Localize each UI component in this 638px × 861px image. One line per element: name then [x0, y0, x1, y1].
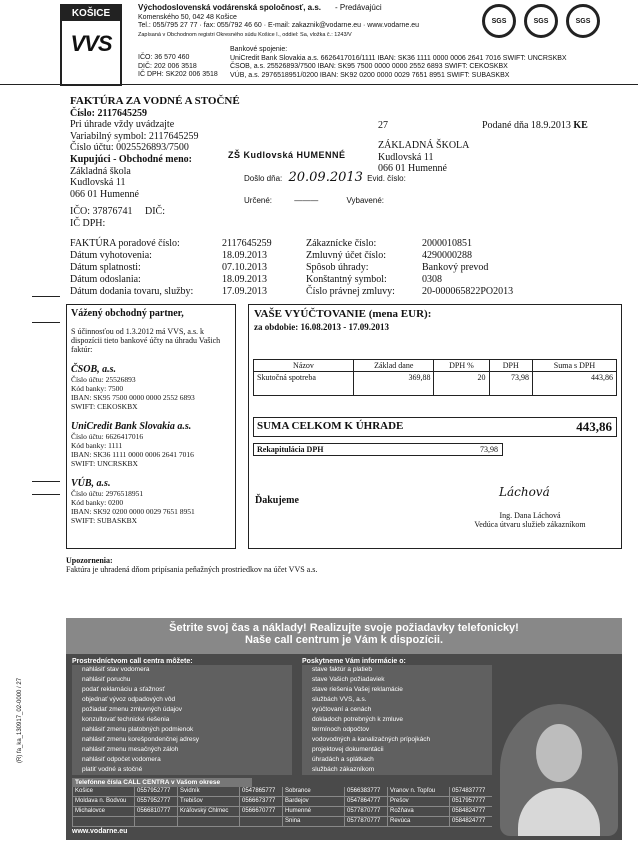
table-row: [254, 372, 617, 396]
list-item-text: nahlásiť stav vodomera: [82, 666, 150, 673]
bank-line: SWIFT: SUBASKBX: [71, 516, 138, 525]
phone-district: Prešov: [387, 797, 449, 806]
phone-number: 0574837777: [449, 787, 492, 796]
detail-row: [70, 238, 540, 250]
bank-name: UniCredit Bank Slovakia a.s.: [71, 421, 192, 432]
margin-mark-3: [32, 481, 60, 482]
billing-title: VAŠE VYÚČTOVANIE (mena EUR):: [254, 308, 432, 320]
list-item: [302, 745, 492, 755]
banner-right-list: [302, 665, 492, 775]
side-code: (R) fa_ka_130917_02-0000 / 27: [17, 677, 23, 763]
row-name: Skutočná spotreba: [254, 372, 354, 396]
phone-district: Snina: [282, 817, 344, 826]
recap-label: Rekapitulácia DPH: [257, 445, 324, 454]
details-list: [70, 238, 540, 298]
list-item-text: nahlásiť zmenu korešpondenčnej adresy: [82, 736, 199, 743]
list-item: [72, 765, 292, 775]
list-item: [302, 765, 492, 775]
notice-text: Faktúra je uhradená dňom pripísania peňažných prostriedkov na účet VVS a.s.: [66, 565, 318, 574]
list-item: [72, 665, 292, 675]
list-item-text: nahlásiť poruchu: [82, 676, 131, 683]
detail-label-2: Zmluvný účet číslo:: [306, 250, 386, 261]
phone-number: 0557952777: [134, 787, 177, 796]
detail-value: 18.09.2013: [222, 250, 267, 261]
row-vat-rate: 20: [434, 372, 489, 396]
list-item: [72, 725, 292, 735]
row-base: 369,88: [354, 372, 434, 396]
phone-district: [72, 817, 134, 826]
list-item-text: službách VVS, a.s.: [312, 696, 367, 703]
list-item-text: nahlásiť zmenu platobných podmienok: [82, 726, 194, 733]
phone-number: 0566673777: [239, 797, 282, 806]
phone-table: [72, 778, 492, 827]
recipient-city: 066 01 Humenné: [378, 163, 447, 174]
banner-left-title: Prostredníctvom call centra môžete:: [72, 658, 193, 665]
phone-district: Košice: [72, 787, 134, 796]
phone-district: Revúca: [387, 817, 449, 826]
banner-web: www.vodarne.eu: [72, 828, 128, 835]
list-item-text: konzultovať technické riešenia: [82, 716, 170, 723]
list-item: [72, 735, 292, 745]
banner-line-2: Naše call centrum je Vám k dispozícii.: [244, 634, 444, 646]
company-ids: [138, 54, 228, 80]
detail-value-2: Bankový prevod: [422, 262, 489, 273]
invoice-number: Číslo: 2117645259: [70, 107, 147, 119]
stamp-received: [244, 170, 406, 185]
company-name: Východoslovenská vodárenská spoločnosť, a.s.: [138, 3, 322, 12]
list-item-text: požiadať zmenu zmluvných údajov: [82, 706, 182, 713]
detail-label-2: Spôsob úhrady:: [306, 262, 369, 273]
submitted-date: [482, 120, 588, 132]
list-item-text: vyúčtovaní a cenách: [312, 706, 372, 713]
sgs-badge-2: SGS: [524, 4, 558, 38]
margin-mark-2: [32, 322, 60, 323]
list-item: [302, 675, 492, 685]
total-amount: 443,86: [576, 419, 612, 434]
list-item: [302, 755, 492, 765]
bank-line-1: UniCredit Bank Slovakia a.s. 6626417016/1111 IBAN: SK36 1111 0000 0006 2641 7016 SWIFT: UNCRSKBX: [230, 54, 567, 62]
bank-title: Bankové spojenie:: [230, 46, 288, 53]
notice: [66, 556, 317, 574]
detail-row: [70, 274, 540, 286]
buyer-city: 066 01 Humenné: [70, 188, 139, 200]
list-item-text: stave Vašich požiadaviek: [312, 676, 385, 683]
list-item: [302, 705, 492, 715]
detail-label: Dátum odoslania:: [70, 274, 141, 285]
recap-row: [253, 443, 503, 456]
phone-district: Sobrance: [282, 787, 344, 796]
stamp-assigned-value: ———: [294, 196, 319, 205]
callcenter-banner: [66, 618, 622, 840]
invoice-vs: Variabilný symbol: 2117645259: [70, 130, 199, 142]
stamp-assigned-label: Určené:: [244, 196, 273, 205]
buyer-ico: IČO: 37876741: [70, 206, 133, 217]
list-item-text: podať reklamáciu a sťažnosť: [82, 686, 165, 693]
phone-district: Michalovce: [72, 807, 134, 816]
buyer-block: [70, 154, 230, 200]
list-item-text: objednať vývoz odpadových vôd: [82, 696, 176, 703]
bank-line: IBAN: SK92 0200 0000 0029 7651 8951: [71, 507, 195, 516]
margin-mark-1: [32, 296, 60, 297]
phone-number: 0547864777: [344, 797, 387, 806]
total-row: [253, 417, 617, 437]
signer-block: [445, 511, 615, 529]
detail-row: [70, 286, 540, 298]
stamp-school: ZŠ Kudlovská HUMENNÉ: [228, 150, 346, 160]
banner-right-title: Poskytneme Vám informácie o:: [302, 658, 406, 665]
bank-line: Číslo účtu: 2976518951: [71, 489, 144, 498]
stamp-date: 20.09.2013: [288, 170, 363, 185]
phone-district: Vranov n. Topľou: [387, 787, 449, 796]
bank-block: [71, 421, 231, 468]
page-number: 27: [378, 120, 388, 131]
phone-row: [72, 787, 492, 797]
buyer-dic: DIČ:: [145, 206, 165, 217]
list-item-text: úhradách a splátkach: [312, 756, 374, 763]
row-total: 443,86: [532, 372, 616, 396]
billing-period: za obdobie: 16.08.2013 - 17.09.2013: [254, 322, 389, 332]
list-item: [302, 715, 492, 725]
list-item-text: dokladoch potrebných k zmluve: [312, 716, 404, 723]
stamp-evid: Evid. číslo:: [367, 174, 406, 183]
list-item-text: službách zákazníkom: [312, 766, 375, 773]
detail-row: [70, 250, 540, 262]
buyer-street: Kudlovská 11: [70, 177, 126, 188]
bank-line: Kód banky: 0200: [71, 498, 124, 507]
buyer-ids: [70, 206, 165, 229]
banner-left-list: [72, 665, 292, 775]
phone-district: [177, 817, 239, 826]
detail-value: 17.09.2013: [222, 286, 267, 297]
recipient-name: ZÁKLADNÁ ŠKOLA: [378, 140, 470, 151]
detail-label-2: Konštantný symbol:: [306, 274, 387, 285]
list-item: [302, 665, 492, 675]
col-vat: DPH: [489, 360, 532, 372]
invoice-title: FAKTÚRA ZA VODNÉ A STOČNÉ: [70, 95, 240, 107]
header-divider: [0, 84, 638, 85]
list-item-text: nahlásiť odpočet vodomera: [82, 756, 161, 763]
submitted-label: Podané dňa 18.9.2013: [482, 120, 571, 131]
logo-mark: VVS: [70, 31, 112, 56]
bank-line-3: VÚB, a.s. 2976518951/0200 IBAN: SK92 0200 0000 0029 7651 8951 SWIFT: SUBASKBX: [230, 71, 510, 79]
phone-number: [239, 817, 282, 826]
company-ico: IČO: 36 570 460: [138, 54, 190, 61]
bank-line-2: ČSOB, a.s. 25526893/7500 IBAN: SK95 7500 0000 0000 2552 6893 SWIFT: CEKOSKBX: [230, 63, 508, 70]
list-item: [302, 725, 492, 735]
vvs-logo: [60, 4, 122, 86]
buyer-icdph: IČ DPH:: [70, 217, 106, 229]
bank-line: Číslo účtu: 6626417016: [71, 432, 144, 441]
list-item-text: nahlásiť zmenu mesačných záloh: [82, 746, 179, 753]
partner-intro: S účinnosťou od 1.3.2012 má VVS, a.s. k dispozícii tieto bankové účty na úhradu Vašich faktúr:: [71, 327, 221, 354]
banner-right: [302, 658, 492, 775]
phone-row: [72, 817, 492, 827]
list-item: [302, 735, 492, 745]
detail-label: FAKTÚRA poradové číslo:: [70, 238, 180, 249]
company-register: Zapísaná v Obchodnom registri Okresného súdu Košice I., oddiel: Sa, vložka č.: 1243/V: [138, 31, 352, 38]
billing-table: [253, 359, 617, 396]
invoice-info: [70, 96, 300, 154]
billing-box: [248, 304, 622, 549]
stamp-handled-label: Vybavené:: [346, 196, 384, 205]
operator-photo: [500, 704, 618, 836]
bank-name: VÚB, a.s.: [71, 478, 111, 489]
partner-title: Vážený obchodný partner,: [71, 308, 184, 319]
sgs-badges: [482, 4, 600, 38]
billing-header-row: [254, 360, 617, 372]
list-item: [72, 695, 292, 705]
bank-block: [71, 478, 231, 525]
detail-label-2: Číslo právnej zmluvy:: [306, 286, 395, 297]
list-item-text: termínoch odpočtov: [312, 726, 370, 733]
list-item-text: stave faktúr a platieb: [312, 666, 372, 673]
company-contact: Tel.: 055/795 27 77 · fax: 055/792 46 60 · E-mail: zakaznik@vodarne.eu · www.vodarne.eu: [138, 22, 420, 29]
buyer-name: Základná škola: [70, 165, 131, 177]
detail-value-2: 2000010851: [422, 238, 472, 249]
recap-value: 73,98: [480, 445, 498, 454]
bank-line: IBAN: SK36 1111 0000 0006 2641 7016: [71, 450, 194, 459]
detail-value: 18.09.2013: [222, 274, 267, 285]
row-vat: 73,98: [489, 372, 532, 396]
bank-line: IBAN: SK95 7500 0000 0000 2552 6893: [71, 393, 195, 402]
phone-number: 0547865777: [239, 787, 282, 796]
seller-tag: - Predávajúci: [334, 3, 382, 12]
bank-line: SWIFT: UNCRSKBX: [71, 459, 138, 468]
phone-number: 0566383777: [344, 787, 387, 796]
total-label: SUMA CELKOM K ÚHRADE: [257, 420, 404, 432]
list-item-text: projektovej dokumentácii: [312, 746, 384, 753]
company-banks: [230, 46, 620, 80]
col-vat-rate: DPH %: [434, 360, 489, 372]
detail-label: Dátum vyhotovenia:: [70, 250, 152, 261]
signer-role: Vedúca útvaru služieb zákazníkom: [474, 520, 586, 529]
bank-name: ČSOB, a.s.: [71, 364, 117, 375]
phone-district: Bardejov: [282, 797, 344, 806]
col-base: Základ dane: [354, 360, 434, 372]
signer-name: Ing. Dana Láchová: [499, 511, 561, 520]
phone-district: Kráľovský Chlmec: [177, 807, 239, 816]
list-item: [302, 695, 492, 705]
bank-line: Kód banky: 1111: [71, 441, 123, 450]
phone-number: 0557952777: [134, 797, 177, 806]
bank-line: SWIFT: CEKOSKBX: [71, 402, 138, 411]
logo-city: KOŠICE: [62, 6, 120, 21]
phone-district: Svidník: [177, 787, 239, 796]
list-item-text: stave riešenia Vašej reklamácie: [312, 686, 403, 693]
invoice-details: [70, 238, 540, 298]
list-item: [72, 715, 292, 725]
thanks-text: Ďakujeme: [255, 495, 299, 506]
banner-left: [72, 658, 292, 775]
detail-value-2: 0308: [422, 274, 442, 285]
detail-value: 07.10.2013: [222, 262, 267, 273]
col-name: Názov: [254, 360, 354, 372]
detail-label-2: Zákaznícke číslo:: [306, 238, 377, 249]
detail-label: Dátum splatnosti:: [70, 262, 141, 273]
bank-block: [71, 364, 231, 411]
buyer-label: Kupujúci - Obchodné meno:: [70, 154, 192, 165]
phone-row: [72, 807, 492, 817]
list-item: [72, 685, 292, 695]
list-item: [72, 675, 292, 685]
list-item: [72, 745, 292, 755]
ke-mark: KE: [573, 120, 588, 131]
col-total: Suma s DPH: [532, 360, 616, 372]
company-icdph: IČ DPH: SK202 006 3518: [138, 71, 218, 78]
phone-district: Moldava n. Bodvou: [72, 797, 134, 806]
margin-mark-4: [32, 494, 60, 495]
list-item: [72, 705, 292, 715]
phone-number: 0584824777: [449, 817, 492, 826]
banner-line-1: Šetrite svoj čas a náklady! Realizujte svoje požiadavky telefonicky!: [169, 622, 519, 634]
phone-district: Rožňava: [387, 807, 449, 816]
list-item-text: platiť vodné a stočné: [82, 766, 143, 773]
detail-value-2: 4290000288: [422, 250, 472, 261]
phone-number: 0577870777: [344, 817, 387, 826]
invoice-hint: Pri úhrade vždy uvádzajte: [70, 119, 175, 130]
phone-number: 0577870777: [344, 807, 387, 816]
list-item: [72, 755, 292, 765]
company-header: [138, 4, 468, 39]
phone-number: 0566810777: [134, 807, 177, 816]
banner-headline: [66, 618, 622, 654]
detail-label: Dátum dodania tovaru, služby:: [70, 286, 194, 297]
detail-row: [70, 262, 540, 274]
phone-table-title: Telefónne čísla CALL CENTRA v Vašom okrese: [72, 778, 252, 787]
operator-face: [536, 724, 582, 782]
list-item-text: vodovodných a kanalizačných prípojkách: [312, 736, 431, 743]
invoice-account: Číslo účtu: 0025526893/7500: [70, 142, 189, 153]
phone-rows: [72, 787, 492, 827]
operator-shirt: [518, 788, 600, 836]
phone-number: 0517957777: [449, 797, 492, 806]
detail-value-2: 20-000065822PO2013: [422, 286, 514, 297]
detail-value: 2117645259: [222, 238, 272, 249]
bank-line: Kód banky: 7500: [71, 384, 124, 393]
list-item: [302, 685, 492, 695]
phone-number: 0584824777: [449, 807, 492, 816]
notice-title: Upozornenia:: [66, 556, 113, 565]
phone-number: 0566670777: [239, 807, 282, 816]
stamp-assigned: [244, 196, 384, 205]
phone-district: Humenné: [282, 807, 344, 816]
signature: Láchová: [499, 485, 550, 499]
sgs-badge-3: SGS: [566, 4, 600, 38]
stamp-received-label: Došlo dňa:: [244, 174, 283, 183]
phone-district: Trebišov: [177, 797, 239, 806]
phone-row: [72, 797, 492, 807]
bank-line: Číslo účtu: 25526893: [71, 375, 136, 384]
bank-list: [71, 364, 231, 525]
recipient-street: Kudlovská 11: [378, 151, 434, 163]
company-address: Komenského 50, 042 48 Košice: [138, 13, 237, 21]
partner-box: [66, 304, 236, 549]
sgs-badge-1: SGS: [482, 4, 516, 38]
phone-number: [134, 817, 177, 826]
company-dic: DIČ: 202 006 3518: [138, 62, 197, 70]
